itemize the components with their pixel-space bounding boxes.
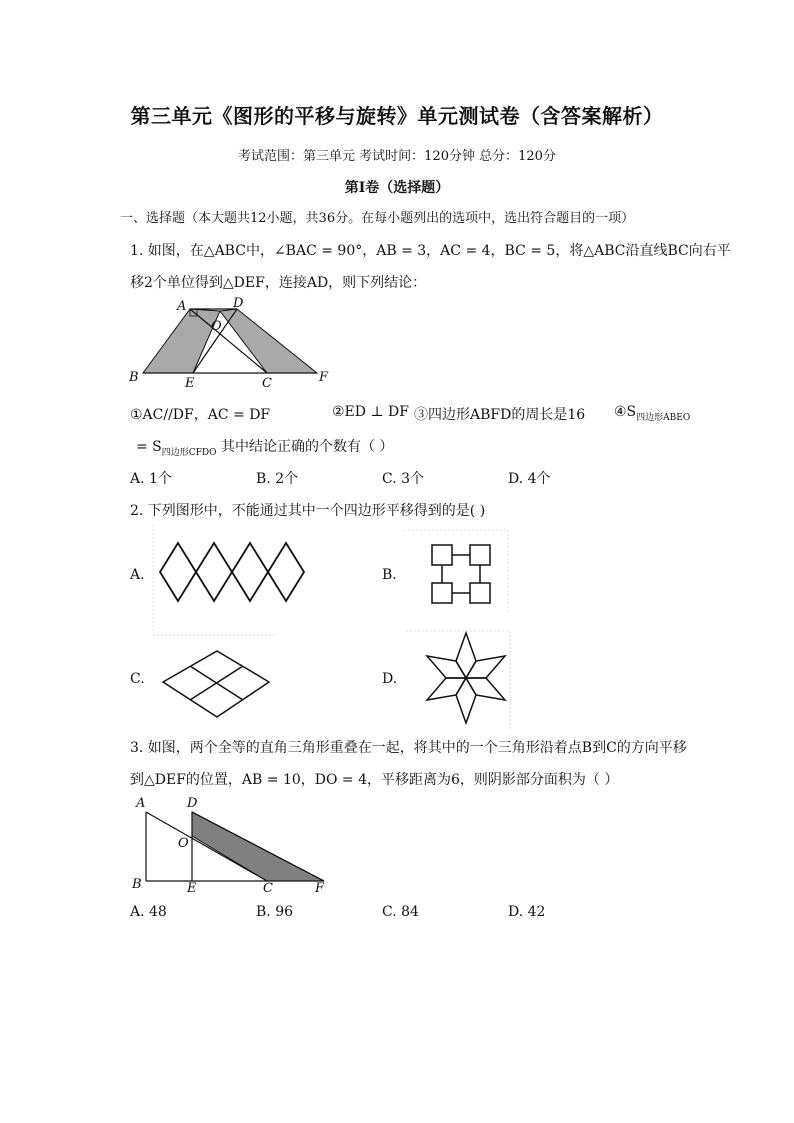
q1-label-o: O [211,319,222,334]
q2-b-square-4 [470,583,490,603]
q1-label-f: F [319,370,329,385]
q2-a-rhombus-2 [196,543,232,601]
exam-info: 考试范围：第三单元 考试时间：120分钟 总分：120分 [238,149,556,164]
section-heading: 一、选择题（本大题共12小题，共36分。在每小题列出的选项中，选出符合题目的一项） [120,211,635,226]
q1-label-b: B [129,370,139,385]
q1-stem-line2: 移2个单位得到△DEF，连接AD，则下列结论： [130,275,427,291]
q1-statement-1: ①AC//DF，AC = DF [130,407,271,423]
q2-b-square-1 [432,545,452,565]
q2-stem: 2. 下列图形中，不能通过其中一个四边形平移得到的是( ) [130,503,486,519]
q3-label-e: E [187,881,197,896]
q2-option-a-label[interactable]: A. [130,567,145,583]
q3-option-d[interactable]: D. 42 [508,904,546,920]
page-title: 第三单元《图形的平移与旋转》单元测试卷（含答案解析） [130,104,664,128]
q1-figure [125,295,345,395]
q1-statement-4-sub: 四边形ABEO [636,412,691,423]
part-heading: 第Ⅰ卷（选择题） [344,180,450,196]
q1-option-b[interactable]: B. 2个 [256,471,299,487]
q1-option-d[interactable]: D. 4个 [508,471,551,487]
q2-a-rhombus-3 [232,543,268,601]
q1-label-a: A [177,299,187,314]
q2-figure-a-diamonds [152,525,276,637]
q1-shaded-left [143,309,220,373]
q1-line4-rest: 其中结论正确的个数有（ ） [216,439,394,455]
q3-label-c: C [263,881,273,896]
q1-statement-2: ②ED ⊥ DF [332,404,409,420]
q3-stem-line2: 到△DEF的位置，AB = 10，DO = 4，平移距离为6，则阴影部分面积为（ ） [130,772,619,788]
q1-statement-4-cont [136,436,393,458]
q3-option-a[interactable]: A. 48 [130,904,167,920]
q1-label-e: E [185,376,195,391]
q1-label-c: C [262,376,272,391]
q2-b-square-3 [432,583,452,603]
q3-label-o: O [178,836,189,851]
q1-option-c[interactable]: C. 3个 [382,471,425,487]
q2-d-star-rhombi [427,633,505,723]
q2-b-square-2 [470,545,490,565]
q2-a-rhombus-1 [160,543,196,601]
q1-option-a[interactable]: A. 1个 [130,471,172,487]
q1-line4-prefix: = S [136,439,162,455]
q2-figure-b-squares [400,528,510,612]
q3-label-b: B [132,877,142,892]
q2-option-c-label[interactable]: C. [130,671,145,687]
q2-option-d-label[interactable]: D. [382,671,398,687]
q1-stem-line1: 1. 如图，在△ABC中，∠BAC = 90°，AB = 3，AC = 4，BC = 5，将△ABC沿直线BC向右平 [130,243,731,259]
q3-option-b[interactable]: B. 96 [256,904,294,920]
q2-a-rhombus-4 [268,543,304,601]
q2-figure-d-star [404,630,510,730]
q1-label-d: D [233,296,244,311]
q3-label-d: D [187,796,198,811]
q2-option-b-label[interactable]: B. [382,567,397,583]
q1-statement-4-prefix: ④S [614,404,637,420]
q2-figure-c-rhombus-grid [155,645,275,725]
q3-label-f: F [315,881,325,896]
q1-shaded-right [220,309,317,373]
q1-statement-3: ③四边形ABFD的周长是16 [414,407,586,423]
q3-option-c[interactable]: C. 84 [382,904,419,920]
q3-stem-line1: 3. 如图，两个全等的直角三角形重叠在一起，将其中的一个三角形沿着点B到C的方向平移 [130,740,687,756]
q1-statement-4 [614,404,690,423]
q3-label-a: A [136,796,146,811]
q3-figure [128,795,338,895]
q1-line4-sub: 四边形CFDO [161,447,217,458]
